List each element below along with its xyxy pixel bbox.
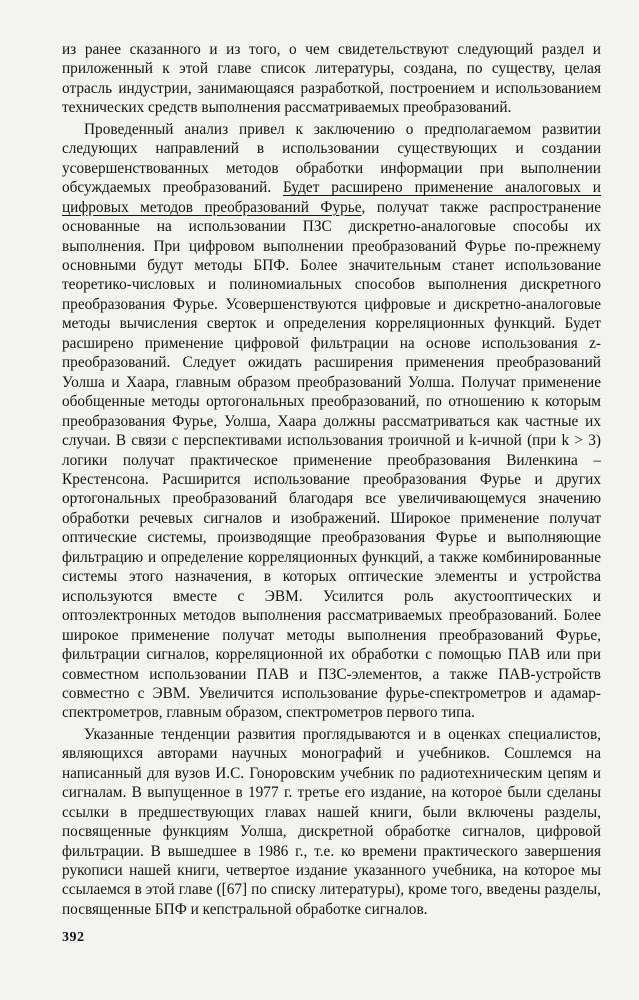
paragraph-trends-intro: Проведенный анализ привел к заключению о предполагаемом развитии следующих направлений в использовании существующих и создании усовершенствованных методов обработки информации при выполнении обсуждаемых преобразований. bbox=[62, 120, 601, 197]
page-number: 392 bbox=[62, 930, 85, 945]
underlined-phrase: Будет расширено применение аналоговых и цифровых методов преобразований Фурье bbox=[62, 179, 601, 216]
paragraph-continuation: из ранее сказанного и из того, о чем свидетельствуют следующий раздел и приложенный к этой главе список литературы, создана, по существу, целая отрасль индустрии, занимающаяся разработкой, построением и использованием технических средств выполнения рассматриваемых преобразований. bbox=[62, 41, 601, 117]
paragraph-textbook: Указанные тенденции развития проглядываются и в оценках специалистов, являющихся авторами научных монографий и учебников. Сошлемся на написанный для вузов И.С. Гоноровским учебник по радиотехническим цепям и сигналам. В выпущенное в 1977 г. третье его издание, на которое были сделаны ссылки в предшествующих главах нашей книги, были включены разделы, посвященные функциям Уолша, дискретной обработке сигналов, цифровой фильтрации. В вышедшее в 1986 г., т.е. ко времени практического завершения рукописи нашей книги, четвертое издание указанного учебника, на которое мы ссылаемся в этой главе ([67] по списку литературы), кроме того, введены разделы, посвященные БПФ и кепстральной обработке сигналов. bbox=[62, 725, 601, 918]
paragraph-trends bbox=[62, 120, 601, 723]
paragraph-trends-body: , получат также распространение основанные на использовании ПЗС дискретно-аналоговые способы их выполнения. При цифровом выполнении преобразований Фурье по-прежнему основными будут методы БПФ. Более значительным станет использование теоретико-числовых и полиномиальных способов выполнения дискретного преобразования Фурье. Усовершенствуются цифровые и дискретно-аналоговые методы вычисления сверток и определения корреляционных функций. Будет расширено применение цифровой фильтрации на основе использования z-преобразований. Следует ожидать расширения применения преобразований Уолша и Хаара, главным образом преобразований Уолша. Получат применение обобщенные методы ортогональных преобразований, по отношению к которым преобразования Фурье, Уолша, Хаара должны рассматриваться как частные их случаи. В связи с перспективами использования троичной и k-ичной (при k > 3) логики получат практическое применение преобразования Виленкина – Крестенсона. Расширится использование преобразования Фурье и других ортогональных преобразований благодаря все увеличивающемуся значению обработки речевых сигналов и изображений. Широкое применение получат оптические системы, производящие преобразования Фурье и выполняющие фильтрацию и определение корреляционных функций, а также комбинированные системы этого назначения, в которых оптические элементы и устройства используются вместе с ЭВМ. Усилится роль акустооптических и оптоэлектронных методов выполнения рассматриваемых преобразований. Более широкое применение получат методы выполнения преобразований Фурье, фильтрации сигналов, корреляционной их обработки с помощью ПАВ или при совместном использовании ПАВ и ПЗС-элементов, а также ПАВ-устройств совместно с ЭВМ. Увеличится использование фурье-спектрометров и адамар-спектрометров, главным образом, спектрометров первого типа. bbox=[62, 198, 601, 722]
